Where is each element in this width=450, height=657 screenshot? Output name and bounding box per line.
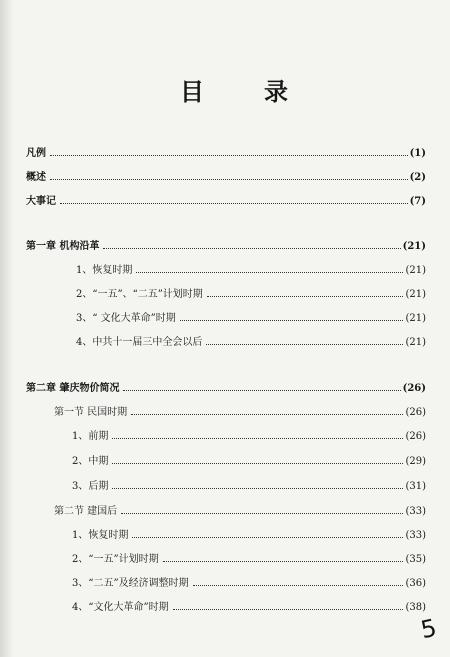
toc-entry-s1-1: 1、前期 (26) (72, 431, 426, 442)
toc-entry-ch1-4: 4、中共十一届三中全会以后 (21) (76, 337, 426, 348)
leader-dots (112, 462, 403, 464)
toc-entry-ch1-3: 3、“ 文化大革命”时期 (21) (76, 313, 426, 324)
leader-dots (173, 608, 404, 610)
toc-entry-dashiji: 大事记 (7) (26, 196, 426, 207)
page-title (180, 72, 290, 107)
toc-entry-section-2: 第二节 建国后 (33) (54, 506, 426, 517)
leader-dots (112, 437, 403, 439)
toc-entry-ch1-2: 2、“一五”、“二五”计划时期 (21) (76, 289, 426, 300)
leader-dots (207, 295, 404, 297)
toc-entry-fanli: 凡例 (1) (26, 148, 426, 159)
toc-entry-s2-4: 4、“文化大革命”时期 (38) (72, 602, 426, 613)
leader-dots (112, 487, 403, 489)
toc-entry-s1-3: 3、后期 (31) (72, 481, 426, 492)
leader-dots (193, 584, 404, 586)
handwritten-page-mark: 5 (417, 613, 439, 645)
leader-dots (163, 560, 404, 562)
title-char-1: 目 (180, 77, 206, 106)
leader-dots (180, 319, 404, 321)
toc-entry-section-1: 第一节 民国时期 (26) (54, 407, 426, 418)
scan-edge-shadow (0, 0, 14, 657)
leader-dots (103, 247, 400, 249)
title-char-2: 录 (264, 77, 290, 106)
toc-entry-s2-3: 3、“二五”及经济调整时期 (36) (72, 578, 426, 589)
toc-entry-ch1-1: 1、恢复时期 (21) (76, 265, 426, 276)
toc-entry-chapter-2: 第二章 肇庆物价简况 (26) (26, 383, 426, 394)
leader-dots (50, 154, 408, 156)
toc-entry-s2-2: 2、“一五”计划时期 (35) (72, 554, 426, 565)
leader-dots (121, 512, 403, 514)
leader-dots (131, 413, 403, 415)
toc-entry-gaishu: 概述 (2) (26, 172, 426, 183)
leader-dots (136, 271, 403, 273)
toc-entry-s1-2: 2、中期 (29) (72, 456, 426, 467)
leader-dots (132, 536, 403, 538)
leader-dots (60, 202, 408, 204)
toc-entry-chapter-1: 第一章 机构沿革 (21) (26, 241, 426, 252)
leader-dots (50, 178, 408, 180)
leader-dots (123, 389, 400, 391)
leader-dots (206, 343, 403, 345)
toc-entry-s2-1: 1、恢复时期 (33) (72, 530, 426, 541)
